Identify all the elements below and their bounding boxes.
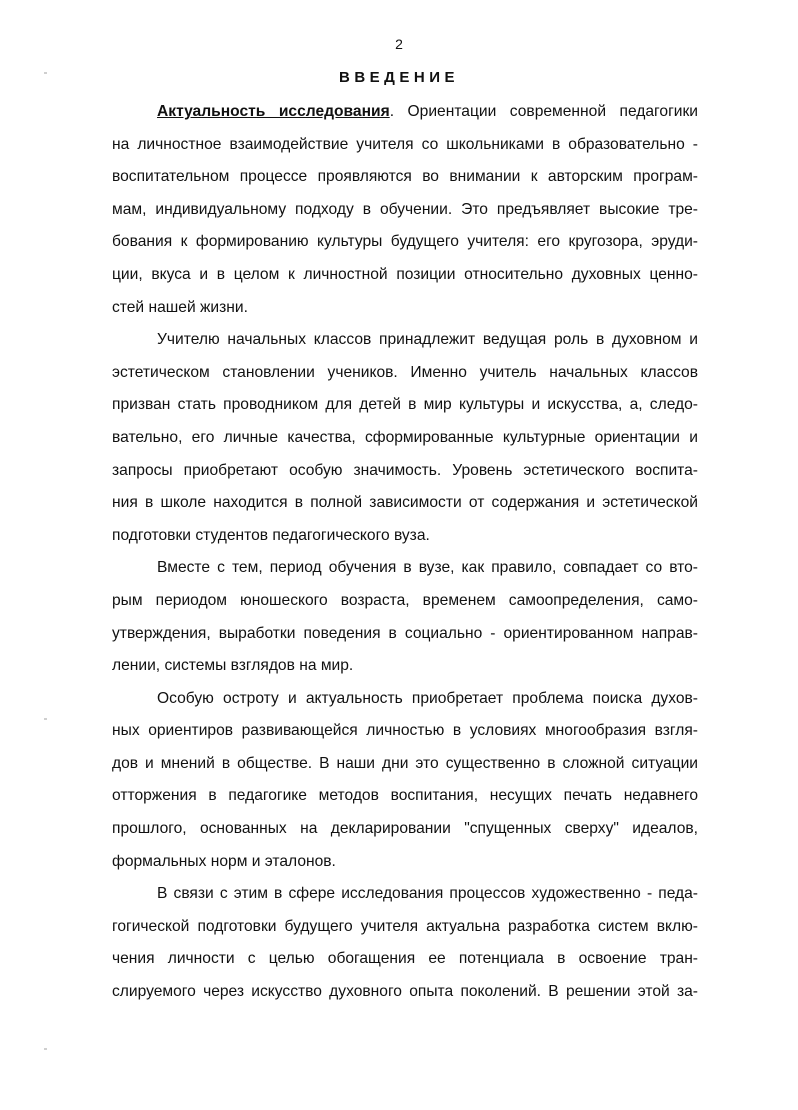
text-line: вательно, его личные качества, сформированные культурные ориентации и <box>112 428 698 446</box>
text-line: утверждения, выработки поведения в социально - ориентированном направ- <box>112 624 698 642</box>
text-line: бования к формированию культуры будущего учителя: его кругозора, эруди- <box>112 233 698 251</box>
page-number: 2 <box>395 36 403 52</box>
text-line: лении, системы взглядов на мир. <box>112 657 354 675</box>
paragraph-university-period <box>112 552 698 682</box>
text-line: эстетическом становлении учеников. Именно учитель начальных классов <box>112 363 698 381</box>
text-line: слируемого через искусство духовного опыта поколений. В решении этой за- <box>112 983 698 1001</box>
text-line: Особую остроту и актуальность приобретает проблема поиска духов- <box>157 689 698 707</box>
text-line: дов и мнений в обществе. В наши дни это существенно в сложной ситуации <box>112 754 698 772</box>
scan-speck <box>44 718 47 720</box>
section-heading: ВВЕДЕНИЕ <box>339 69 459 86</box>
text-line: гогической подготовки будущего учителя актуальна разработка систем вклю- <box>112 917 698 935</box>
text-line: подготовки студентов педагогического вуза. <box>112 526 430 544</box>
text-line: мам, индивидуальному подходу в обучении. Это предъявляет высокие тре- <box>112 200 698 218</box>
paragraph-relevance <box>112 96 698 324</box>
text-line: рым периодом юношеского возраста, временем самоопределения, само- <box>112 591 698 609</box>
scan-speck <box>44 72 47 74</box>
text-line: отторжения в педагогике методов воспитания, несущих печать недавнего <box>112 787 698 805</box>
text-line: на личностное взаимодействие учителя со школьниками в образовательно - <box>112 135 698 153</box>
text-line: ния в школе находится в полной зависимости от содержания и эстетической <box>112 494 698 512</box>
text-line: Вместе с тем, период обучения в вузе, как правило, совпадает со вто- <box>157 559 698 577</box>
text-line: запросы приобретают особую значимость. Уровень эстетического воспита- <box>112 461 698 479</box>
text-line: прошлого, основанных на декларировании "спущенных сверху" идеалов, <box>112 820 698 838</box>
paragraph-teacher-role <box>112 324 698 552</box>
text-line: воспитательном процессе проявляются во внимании к авторским програм- <box>112 168 698 186</box>
lead-term: Актуальность исследования <box>157 103 390 120</box>
text-line: чения личности с целью обогащения ее потенциала в освоение тран- <box>112 950 698 968</box>
text-line: ции, вкуса и в целом к личностной позиции относительно духовных ценно- <box>112 265 698 283</box>
text-line: формальных норм и эталонов. <box>112 852 336 870</box>
text-line: Актуальность исследования. Ориентации современной педагогики <box>157 103 699 120</box>
text-line: стей нашей жизни. <box>112 298 248 316</box>
text-line: ных ориентиров развивающейся личностью в условиях многообразия взгля- <box>112 722 698 740</box>
document-body <box>112 96 698 1009</box>
text-line: Учителю начальных классов принадлежит ведущая роль в духовном и <box>157 331 698 349</box>
text-line: В связи с этим в сфере исследования процессов художественно - педа- <box>157 885 698 903</box>
scan-speck <box>44 1048 47 1050</box>
text-line: призван стать проводником для детей в мир культуры и искусства, а, следо- <box>112 396 698 414</box>
paragraph-art-pedagogy <box>112 878 698 1008</box>
paragraph-spiritual-guidelines <box>112 683 698 879</box>
